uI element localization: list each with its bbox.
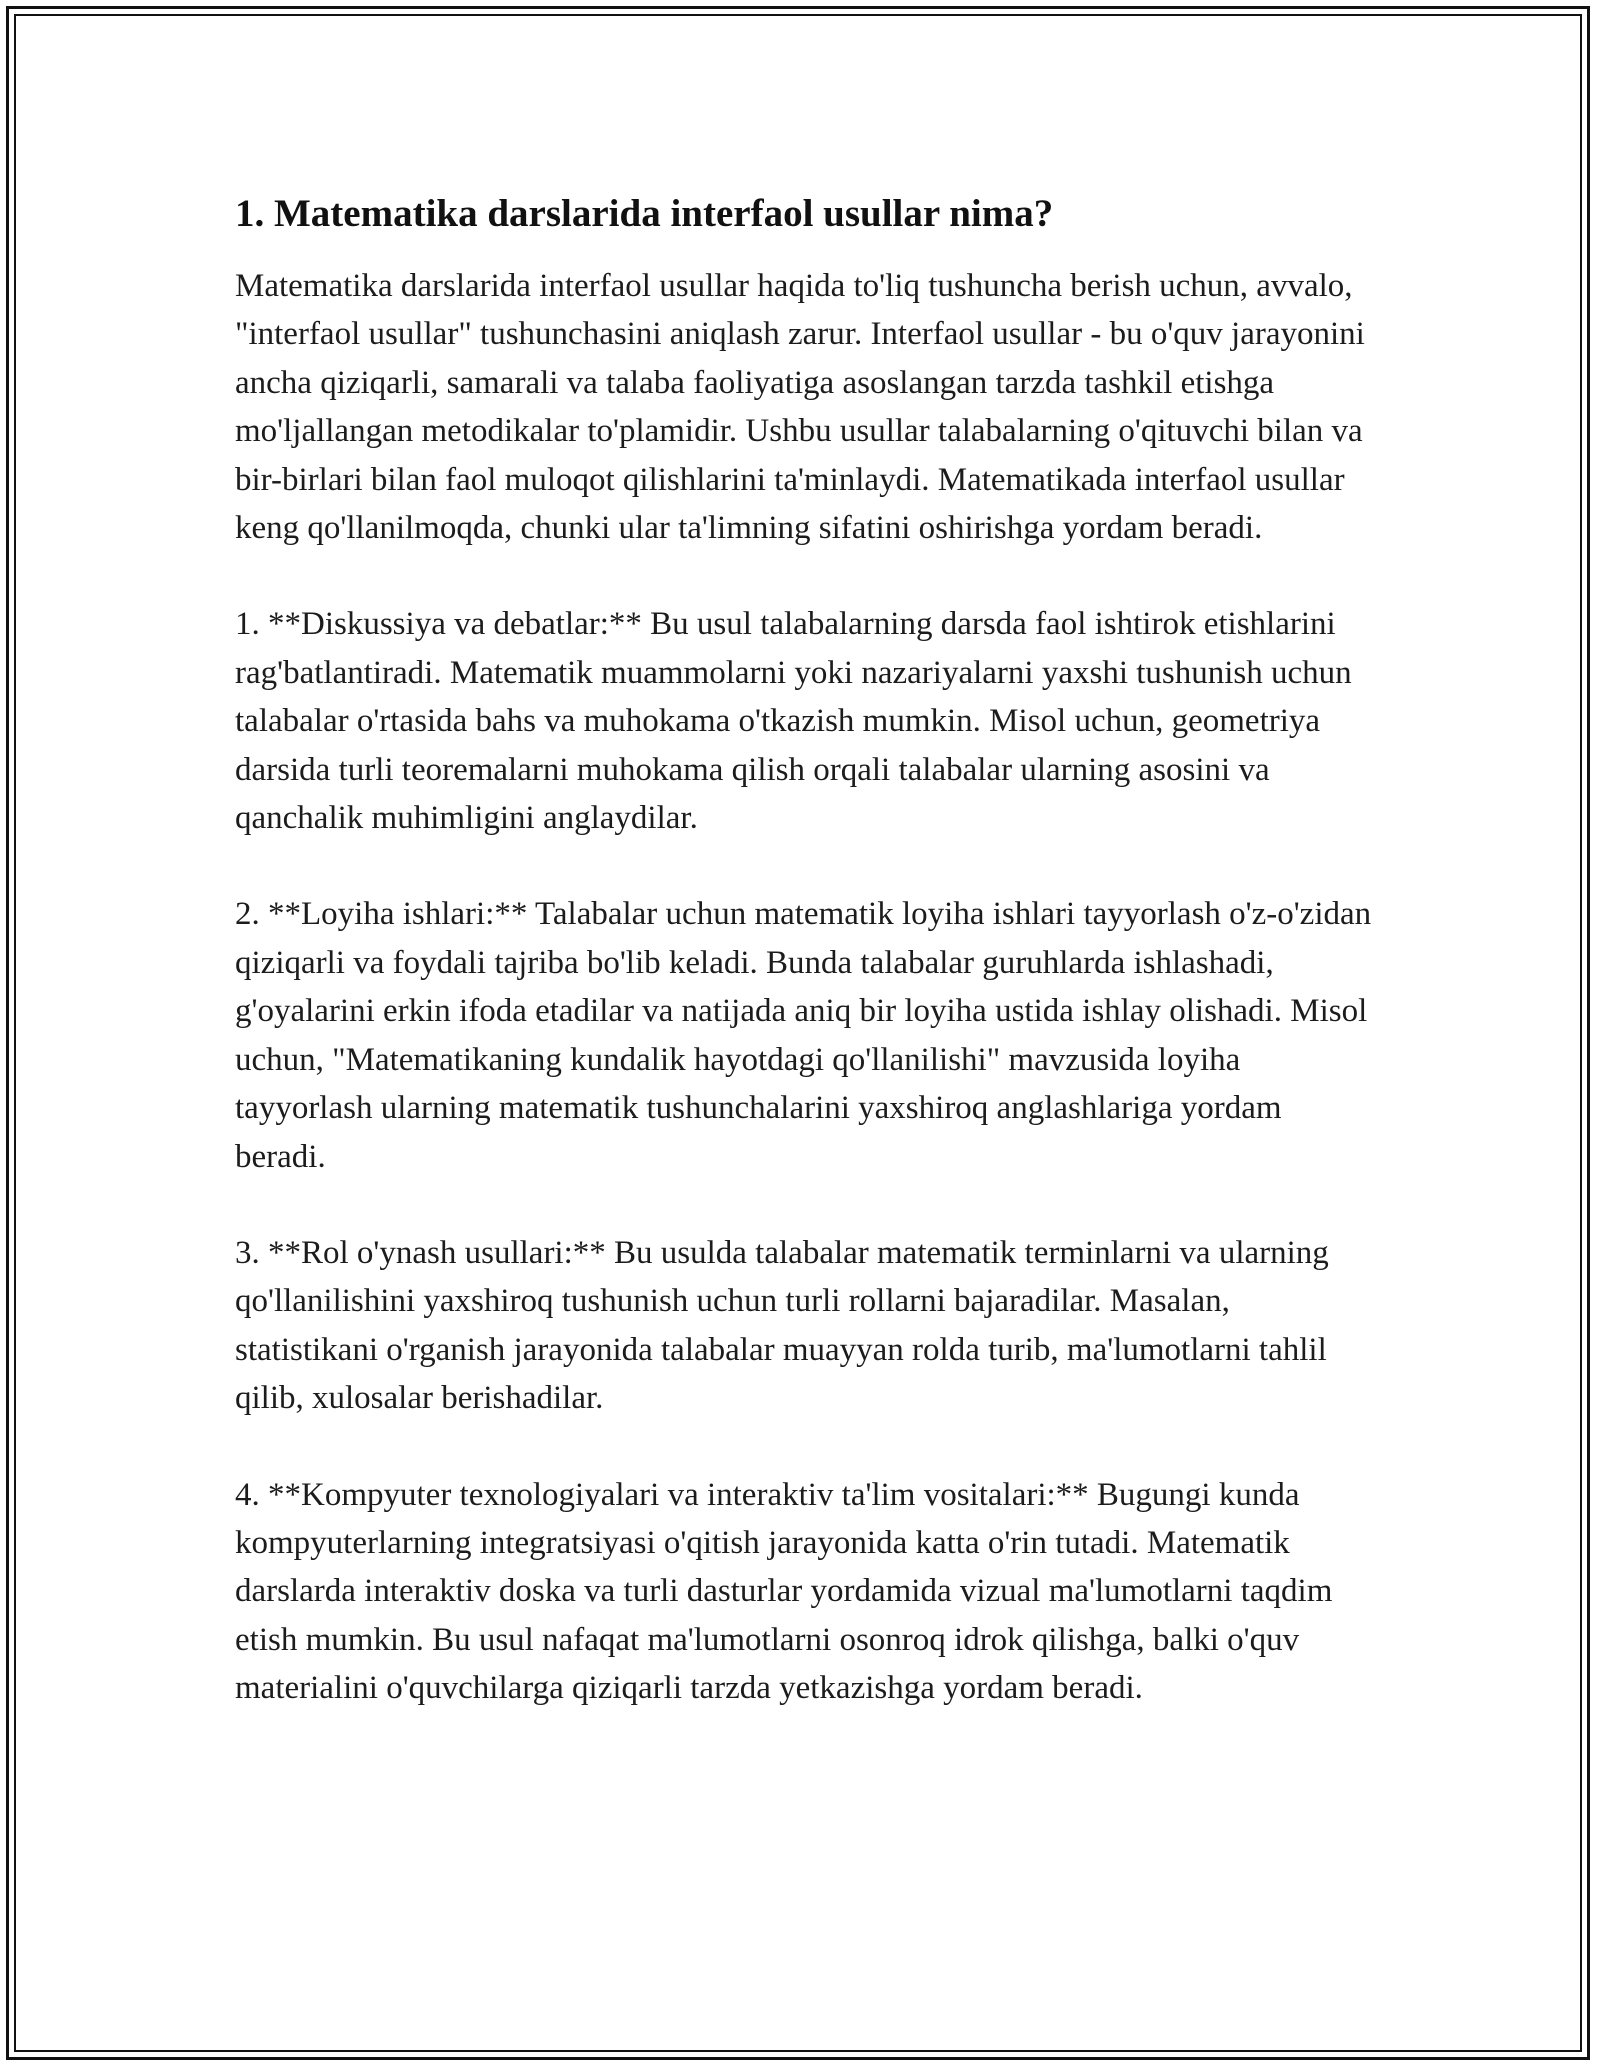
section-heading: 1. Matematika darslarida interfaol usullar nima?: [235, 192, 1054, 235]
list-item-computer-tech: 4. **Kompyuter texnologiyalari va interaktiv ta'lim vositalari:** Bugungi kunda kompyuterlarning integratsiyasi o'qitish jarayonida katta o'rin tutadi. Matematik darslarda interaktiv doska va turli dasturlar yordamida vizual ma'lumotlarni taqdim etish mumkin. Bu usul nafaqat ma'lumotlarni osonroq idrok qilishga, balki o'quv materialini o'quvchilarga qiziqarli tarzda yetkazishga yordam beradi.: [235, 1476, 1333, 1707]
intro-paragraph: Matematika darslarida interfaol usullar haqida to'liq tushuncha berish uchun, avvalo, "interfaol usullar" tushunchasini aniqlash zarur. Interfaol usullar - bu o'quv jarayonini ancha qiziqarli, samarali va talaba faoliyatiga asoslangan tarzda tashkil etishga mo'ljallangan metodikalar to'plamidir. Ushbu usullar talabalarning o'qituvchi bilan va bir-birlari bilan faol muloqot qilishlarini ta'minlaydi. Matematikada interfaol usullar keng qo'llanilmoqda, chunki ular ta'limning sifatini oshirishga yordam beradi.: [235, 268, 1365, 547]
list-item-projects: 2. **Loyiha ishlari:** Talabalar uchun matematik loyiha ishlari tayyorlash o'z-o'zidan qiziqarli va foydali tajriba bo'lib keladi. Bunda talabalar guruhlarda ishlashadi, g'oyalarini erkin ifoda etadilar va natijada aniq bir loyiha ustida ishlay olishadi. Misol uchun, "Matematikaning kundalik hayotdagi qo'llanilishi" mavzusida loyiha tayyorlash ularning matematik tushunchalarini yaxshiroq anglashlariga yordam beradi.: [235, 896, 1372, 1175]
document-body: [235, 186, 1375, 1761]
list-item-role-play: 3. **Rol o'ynash usullari:** Bu usulda talabalar matematik terminlarni va ularning qo'llanilishini yaxshiroq tushunish uchun turli rollarni bajaradilar. Masalan, statistikani o'rganish jarayonida talabalar muayyan rolda turib, ma'lumotlarni tahlil qilib, xulosalar berishadilar.: [235, 1234, 1329, 1417]
list-item-discussion: 1. **Diskussiya va debatlar:** Bu usul talabalarning darsda faol ishtirok etishlarini rag'batlantiradi. Matematik muammolarni yoki nazariyalarni yaxshi tushunish uchun talabalar o'rtasida bahs va muhokama o'tkazish mumkin. Misol uchun, geometriya darsida turli teoremalarni muhokama qilish orqali talabalar ularning asosini va qanchalik muhimligini anglaydilar.: [235, 606, 1352, 837]
